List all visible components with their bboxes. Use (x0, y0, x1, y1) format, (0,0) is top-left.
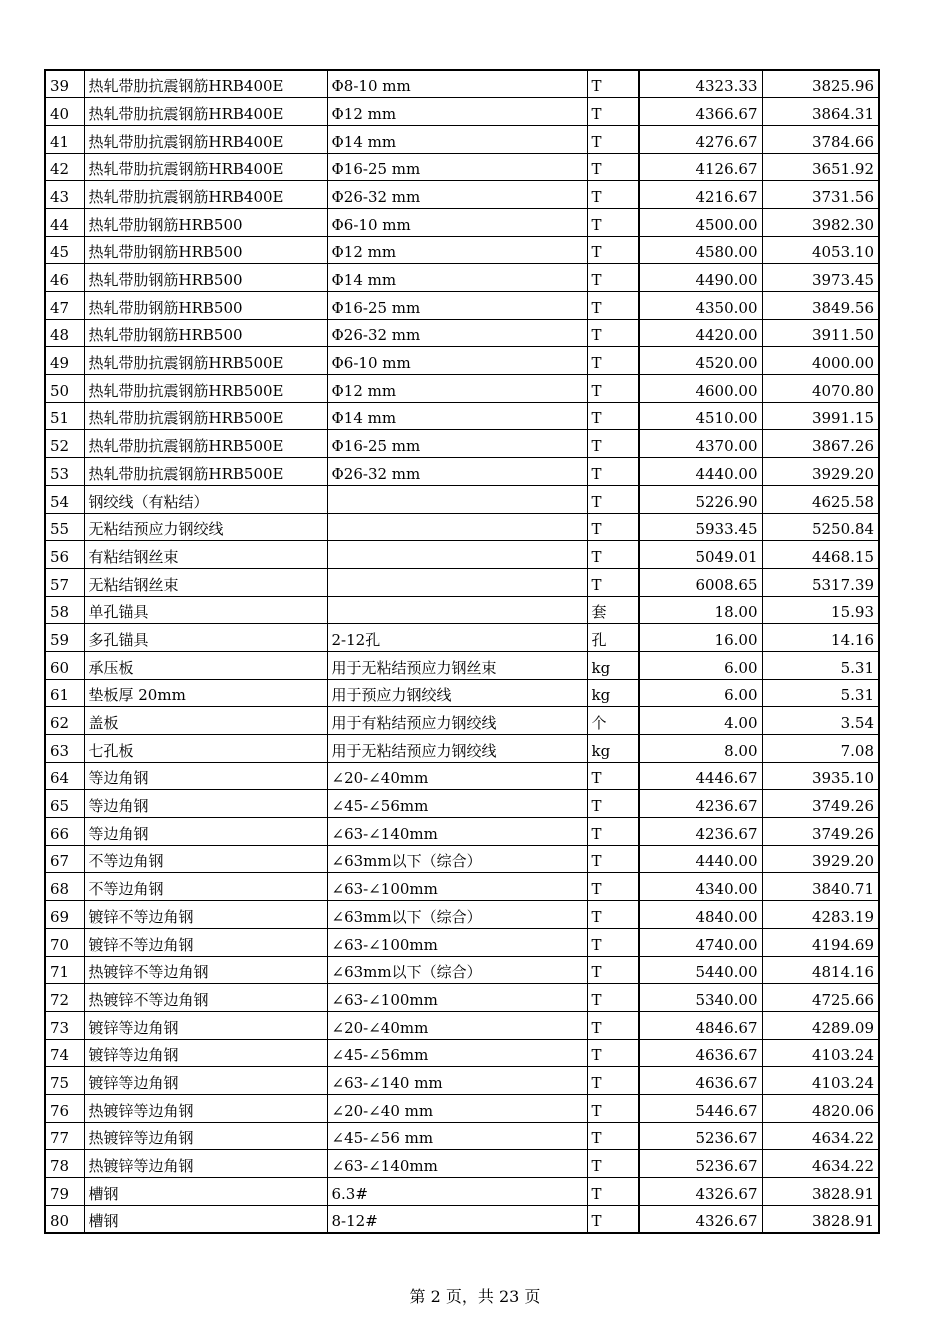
price-without-tax-cell: 3867.26 (762, 430, 879, 458)
material-name-cell: 有粘结钢丝束 (84, 541, 327, 569)
unit-cell: kg (587, 651, 639, 679)
unit-cell: T (587, 790, 639, 818)
material-name-cell: 无粘结钢丝束 (84, 568, 327, 596)
table-row (45, 984, 879, 1012)
table-row (45, 679, 879, 707)
material-name-cell: 热镀锌不等边角钢 (84, 956, 327, 984)
table-row (45, 264, 879, 292)
price-with-tax-cell: 4350.00 (639, 292, 762, 320)
table-row (45, 458, 879, 486)
price-without-tax-cell: 4283.19 (762, 901, 879, 929)
price-without-tax-cell: 4725.66 (762, 984, 879, 1012)
row-number-cell: 54 (45, 485, 84, 513)
row-number-cell: 59 (45, 624, 84, 652)
table-row (45, 735, 879, 763)
material-name-cell: 热轧带肋抗震钢筋HRB500E (84, 402, 327, 430)
price-without-tax-cell: 3784.66 (762, 125, 879, 153)
material-name-cell: 镀锌不等边角钢 (84, 928, 327, 956)
unit-cell: T (587, 901, 639, 929)
specification-cell: ∠63-∠100mm (327, 984, 587, 1012)
row-number-cell: 55 (45, 513, 84, 541)
price-without-tax-cell: 4820.06 (762, 1094, 879, 1122)
price-with-tax-cell: 4846.67 (639, 1011, 762, 1039)
specification-cell: ∠63-∠140mm (327, 1150, 587, 1178)
unit-cell: T (587, 956, 639, 984)
row-number-cell: 68 (45, 873, 84, 901)
unit-cell: T (587, 984, 639, 1012)
specification-cell: ∠20-∠40mm (327, 1011, 587, 1039)
row-number-cell: 73 (45, 1011, 84, 1039)
specification-cell: 用于无粘结预应力钢绞线 (327, 735, 587, 763)
price-with-tax-cell: 4440.00 (639, 458, 762, 486)
specification-cell (327, 568, 587, 596)
row-number-cell: 49 (45, 347, 84, 375)
price-without-tax-cell: 4634.22 (762, 1150, 879, 1178)
material-name-cell: 钢绞线（有粘结） (84, 485, 327, 513)
specification-cell: ∠63-∠100mm (327, 873, 587, 901)
row-number-cell: 61 (45, 679, 84, 707)
price-with-tax-cell: 4840.00 (639, 901, 762, 929)
row-number-cell: 80 (45, 1205, 84, 1233)
specification-cell: Φ26-32 mm (327, 319, 587, 347)
row-number-cell: 52 (45, 430, 84, 458)
table-row (45, 375, 879, 403)
row-number-cell: 75 (45, 1067, 84, 1095)
specification-cell: 8-12# (327, 1205, 587, 1233)
specification-cell: Φ16-25 mm (327, 430, 587, 458)
price-without-tax-cell: 3828.91 (762, 1205, 879, 1233)
price-without-tax-cell: 3749.26 (762, 790, 879, 818)
specification-cell: ∠20-∠40mm (327, 762, 587, 790)
price-without-tax-cell: 3828.91 (762, 1178, 879, 1206)
unit-cell: T (587, 208, 639, 236)
row-number-cell: 66 (45, 818, 84, 846)
unit-cell: T (587, 402, 639, 430)
unit-cell: T (587, 845, 639, 873)
price-without-tax-cell: 3929.20 (762, 458, 879, 486)
row-number-cell: 48 (45, 319, 84, 347)
specification-cell: 2-12孔 (327, 624, 587, 652)
specification-cell: Φ26-32 mm (327, 458, 587, 486)
unit-cell: T (587, 1150, 639, 1178)
unit-cell: T (587, 928, 639, 956)
row-number-cell: 62 (45, 707, 84, 735)
price-without-tax-cell: 3.54 (762, 707, 879, 735)
material-name-cell: 槽钢 (84, 1205, 327, 1233)
row-number-cell: 43 (45, 181, 84, 209)
unit-cell: T (587, 236, 639, 264)
price-without-tax-cell: 4289.09 (762, 1011, 879, 1039)
price-with-tax-cell: 6.00 (639, 651, 762, 679)
row-number-cell: 56 (45, 541, 84, 569)
unit-cell: 个 (587, 707, 639, 735)
price-without-tax-cell: 3864.31 (762, 98, 879, 126)
price-with-tax-cell: 4.00 (639, 707, 762, 735)
table-row (45, 845, 879, 873)
specification-cell (327, 513, 587, 541)
price-with-tax-cell: 5226.90 (639, 485, 762, 513)
table-row (45, 208, 879, 236)
price-with-tax-cell: 5933.45 (639, 513, 762, 541)
specification-cell: ∠63-∠100mm (327, 928, 587, 956)
specification-cell: ∠63-∠140 mm (327, 1067, 587, 1095)
row-number-cell: 74 (45, 1039, 84, 1067)
unit-cell: T (587, 1011, 639, 1039)
price-without-tax-cell: 3982.30 (762, 208, 879, 236)
price-with-tax-cell: 4216.67 (639, 181, 762, 209)
price-without-tax-cell: 3991.15 (762, 402, 879, 430)
price-without-tax-cell: 3929.20 (762, 845, 879, 873)
price-with-tax-cell: 5440.00 (639, 956, 762, 984)
specification-cell: ∠45-∠56mm (327, 790, 587, 818)
table-row (45, 568, 879, 596)
price-without-tax-cell: 5.31 (762, 679, 879, 707)
price-with-tax-cell: 6.00 (639, 679, 762, 707)
row-number-cell: 50 (45, 375, 84, 403)
material-name-cell: 承压板 (84, 651, 327, 679)
row-number-cell: 51 (45, 402, 84, 430)
table-row (45, 818, 879, 846)
table-row (45, 1067, 879, 1095)
unit-cell: T (587, 1067, 639, 1095)
price-with-tax-cell: 4126.67 (639, 153, 762, 181)
price-with-tax-cell: 4636.67 (639, 1039, 762, 1067)
row-number-cell: 45 (45, 236, 84, 264)
row-number-cell: 65 (45, 790, 84, 818)
price-with-tax-cell: 5049.01 (639, 541, 762, 569)
price-with-tax-cell: 4440.00 (639, 845, 762, 873)
price-with-tax-cell: 4236.67 (639, 790, 762, 818)
price-without-tax-cell: 4103.24 (762, 1067, 879, 1095)
row-number-cell: 64 (45, 762, 84, 790)
material-name-cell: 热轧带肋钢筋HRB500 (84, 319, 327, 347)
material-name-cell: 不等边角钢 (84, 873, 327, 901)
specification-cell: ∠45-∠56 mm (327, 1122, 587, 1150)
table-row (45, 541, 879, 569)
row-number-cell: 42 (45, 153, 84, 181)
unit-cell: T (587, 319, 639, 347)
price-without-tax-cell: 4000.00 (762, 347, 879, 375)
price-without-tax-cell: 4625.58 (762, 485, 879, 513)
table-row (45, 1205, 879, 1233)
unit-cell: T (587, 347, 639, 375)
table-row (45, 153, 879, 181)
specification-cell: ∠20-∠40 mm (327, 1094, 587, 1122)
specification-cell: ∠63mm以下（综合） (327, 845, 587, 873)
table-row (45, 762, 879, 790)
material-name-cell: 热轧带肋钢筋HRB500 (84, 264, 327, 292)
unit-cell: T (587, 1122, 639, 1150)
price-without-tax-cell: 5.31 (762, 651, 879, 679)
price-table (44, 69, 880, 1234)
row-number-cell: 67 (45, 845, 84, 873)
price-without-tax-cell: 5250.84 (762, 513, 879, 541)
specification-cell: 6.3# (327, 1178, 587, 1206)
unit-cell: T (587, 1039, 639, 1067)
row-number-cell: 77 (45, 1122, 84, 1150)
table-row (45, 901, 879, 929)
table-row (45, 181, 879, 209)
specification-cell: ∠63-∠140mm (327, 818, 587, 846)
unit-cell: T (587, 70, 639, 98)
table-row (45, 347, 879, 375)
specification-cell: 用于预应力钢绞线 (327, 679, 587, 707)
material-name-cell: 热轧带肋钢筋HRB500 (84, 236, 327, 264)
price-with-tax-cell: 8.00 (639, 735, 762, 763)
table-row (45, 1178, 879, 1206)
specification-cell: ∠45-∠56mm (327, 1039, 587, 1067)
row-number-cell: 46 (45, 264, 84, 292)
table-row (45, 928, 879, 956)
price-with-tax-cell: 5446.67 (639, 1094, 762, 1122)
unit-cell: 孔 (587, 624, 639, 652)
table-row (45, 790, 879, 818)
unit-cell: T (587, 375, 639, 403)
material-name-cell: 热轧带肋抗震钢筋HRB400E (84, 98, 327, 126)
unit-cell: kg (587, 679, 639, 707)
price-without-tax-cell: 3651.92 (762, 153, 879, 181)
table-row (45, 596, 879, 624)
price-with-tax-cell: 18.00 (639, 596, 762, 624)
price-without-tax-cell: 4634.22 (762, 1122, 879, 1150)
row-number-cell: 78 (45, 1150, 84, 1178)
table-row (45, 70, 879, 98)
price-without-tax-cell: 3731.56 (762, 181, 879, 209)
specification-cell: Φ14 mm (327, 402, 587, 430)
specification-cell: 用于有粘结预应力钢绞线 (327, 707, 587, 735)
row-number-cell: 60 (45, 651, 84, 679)
price-without-tax-cell: 3749.26 (762, 818, 879, 846)
material-name-cell: 热镀锌等边角钢 (84, 1150, 327, 1178)
material-name-cell: 热轧带肋抗震钢筋HRB400E (84, 181, 327, 209)
material-name-cell: 热轧带肋抗震钢筋HRB400E (84, 70, 327, 98)
price-with-tax-cell: 6008.65 (639, 568, 762, 596)
material-name-cell: 镀锌不等边角钢 (84, 901, 327, 929)
unit-cell: T (587, 485, 639, 513)
table-row (45, 1122, 879, 1150)
unit-cell: T (587, 513, 639, 541)
price-with-tax-cell: 4580.00 (639, 236, 762, 264)
unit-cell: T (587, 568, 639, 596)
table-row (45, 292, 879, 320)
material-name-cell: 热轧带肋抗震钢筋HRB400E (84, 153, 327, 181)
page-footer: 第 2 页，共 23 页 (409, 1287, 541, 1306)
material-name-cell: 热轧带肋钢筋HRB500 (84, 208, 327, 236)
material-name-cell: 等边角钢 (84, 762, 327, 790)
specification-cell: Φ12 mm (327, 236, 587, 264)
unit-cell: T (587, 264, 639, 292)
table-row (45, 707, 879, 735)
material-name-cell: 槽钢 (84, 1178, 327, 1206)
row-number-cell: 40 (45, 98, 84, 126)
price-without-tax-cell: 5317.39 (762, 568, 879, 596)
table-row (45, 402, 879, 430)
unit-cell: T (587, 818, 639, 846)
specification-cell (327, 485, 587, 513)
specification-cell: Φ6-10 mm (327, 208, 587, 236)
row-number-cell: 47 (45, 292, 84, 320)
unit-cell: T (587, 1205, 639, 1233)
table-row (45, 873, 879, 901)
unit-cell: T (587, 125, 639, 153)
price-without-tax-cell: 3825.96 (762, 70, 879, 98)
price-with-tax-cell: 4326.67 (639, 1205, 762, 1233)
row-number-cell: 79 (45, 1178, 84, 1206)
price-with-tax-cell: 4326.67 (639, 1178, 762, 1206)
price-with-tax-cell: 4366.67 (639, 98, 762, 126)
price-without-tax-cell: 3849.56 (762, 292, 879, 320)
table-row (45, 236, 879, 264)
price-with-tax-cell: 4236.67 (639, 818, 762, 846)
material-name-cell: 镀锌等边角钢 (84, 1067, 327, 1095)
unit-cell: 套 (587, 596, 639, 624)
unit-cell: T (587, 153, 639, 181)
price-with-tax-cell: 5236.67 (639, 1122, 762, 1150)
material-name-cell: 热轧带肋钢筋HRB500 (84, 292, 327, 320)
table-row (45, 485, 879, 513)
row-number-cell: 39 (45, 70, 84, 98)
table-row (45, 1011, 879, 1039)
price-with-tax-cell: 16.00 (639, 624, 762, 652)
material-name-cell: 热轧带肋抗震钢筋HRB500E (84, 347, 327, 375)
material-name-cell: 热轧带肋抗震钢筋HRB500E (84, 430, 327, 458)
price-with-tax-cell: 4420.00 (639, 319, 762, 347)
price-with-tax-cell: 4340.00 (639, 873, 762, 901)
row-number-cell: 57 (45, 568, 84, 596)
price-without-tax-cell: 4814.16 (762, 956, 879, 984)
material-name-cell: 热轧带肋抗震钢筋HRB400E (84, 125, 327, 153)
price-table-body (45, 70, 879, 1233)
specification-cell: Φ16-25 mm (327, 292, 587, 320)
specification-cell: Φ12 mm (327, 375, 587, 403)
price-with-tax-cell: 4500.00 (639, 208, 762, 236)
specification-cell: Φ14 mm (327, 125, 587, 153)
unit-cell: T (587, 1094, 639, 1122)
material-name-cell: 无粘结预应力钢绞线 (84, 513, 327, 541)
price-without-tax-cell: 15.93 (762, 596, 879, 624)
price-without-tax-cell: 4468.15 (762, 541, 879, 569)
price-with-tax-cell: 4636.67 (639, 1067, 762, 1095)
material-name-cell: 不等边角钢 (84, 845, 327, 873)
specification-cell: Φ26-32 mm (327, 181, 587, 209)
unit-cell: T (587, 430, 639, 458)
material-name-cell: 多孔锚具 (84, 624, 327, 652)
price-with-tax-cell: 4276.67 (639, 125, 762, 153)
price-with-tax-cell: 4323.33 (639, 70, 762, 98)
price-without-tax-cell: 3935.10 (762, 762, 879, 790)
specification-cell: 用于无粘结预应力钢丝束 (327, 651, 587, 679)
table-row (45, 651, 879, 679)
price-without-tax-cell: 4070.80 (762, 375, 879, 403)
price-with-tax-cell: 4490.00 (639, 264, 762, 292)
material-name-cell: 热镀锌等边角钢 (84, 1094, 327, 1122)
specification-cell (327, 541, 587, 569)
table-row (45, 98, 879, 126)
specification-cell: Φ6-10 mm (327, 347, 587, 375)
price-with-tax-cell: 4740.00 (639, 928, 762, 956)
price-with-tax-cell: 4446.67 (639, 762, 762, 790)
table-row (45, 319, 879, 347)
price-without-tax-cell: 4053.10 (762, 236, 879, 264)
table-row (45, 1039, 879, 1067)
specification-cell: Φ16-25 mm (327, 153, 587, 181)
price-with-tax-cell: 5236.67 (639, 1150, 762, 1178)
material-name-cell: 镀锌等边角钢 (84, 1011, 327, 1039)
price-without-tax-cell: 4194.69 (762, 928, 879, 956)
price-with-tax-cell: 4510.00 (639, 402, 762, 430)
row-number-cell: 63 (45, 735, 84, 763)
material-name-cell: 热轧带肋抗震钢筋HRB500E (84, 458, 327, 486)
table-row (45, 624, 879, 652)
unit-cell: T (587, 541, 639, 569)
unit-cell: T (587, 1178, 639, 1206)
price-without-tax-cell: 3911.50 (762, 319, 879, 347)
specification-cell: Φ12 mm (327, 98, 587, 126)
material-name-cell: 单孔锚具 (84, 596, 327, 624)
price-without-tax-cell: 3973.45 (762, 264, 879, 292)
row-number-cell: 69 (45, 901, 84, 929)
row-number-cell: 70 (45, 928, 84, 956)
specification-cell: Φ14 mm (327, 264, 587, 292)
specification-cell: ∠63mm以下（综合） (327, 901, 587, 929)
unit-cell: T (587, 762, 639, 790)
unit-cell: T (587, 292, 639, 320)
material-name-cell: 盖板 (84, 707, 327, 735)
row-number-cell: 72 (45, 984, 84, 1012)
price-without-tax-cell: 14.16 (762, 624, 879, 652)
material-name-cell: 等边角钢 (84, 790, 327, 818)
unit-cell: T (587, 181, 639, 209)
unit-cell: T (587, 458, 639, 486)
row-number-cell: 41 (45, 125, 84, 153)
table-row (45, 513, 879, 541)
price-without-tax-cell: 4103.24 (762, 1039, 879, 1067)
material-name-cell: 等边角钢 (84, 818, 327, 846)
unit-cell: T (587, 98, 639, 126)
material-name-cell: 热轧带肋抗震钢筋HRB500E (84, 375, 327, 403)
unit-cell: kg (587, 735, 639, 763)
table-row (45, 430, 879, 458)
table-row (45, 125, 879, 153)
material-name-cell: 七孔板 (84, 735, 327, 763)
material-name-cell: 镀锌等边角钢 (84, 1039, 327, 1067)
table-row (45, 1094, 879, 1122)
price-with-tax-cell: 4600.00 (639, 375, 762, 403)
price-with-tax-cell: 5340.00 (639, 984, 762, 1012)
row-number-cell: 76 (45, 1094, 84, 1122)
row-number-cell: 44 (45, 208, 84, 236)
material-name-cell: 垫板厚 20mm (84, 679, 327, 707)
specification-cell: ∠63mm以下（综合） (327, 956, 587, 984)
row-number-cell: 71 (45, 956, 84, 984)
specification-cell: Φ8-10 mm (327, 70, 587, 98)
price-with-tax-cell: 4520.00 (639, 347, 762, 375)
specification-cell (327, 596, 587, 624)
price-without-tax-cell: 7.08 (762, 735, 879, 763)
table-row (45, 956, 879, 984)
row-number-cell: 53 (45, 458, 84, 486)
price-without-tax-cell: 3840.71 (762, 873, 879, 901)
material-name-cell: 热镀锌不等边角钢 (84, 984, 327, 1012)
row-number-cell: 58 (45, 596, 84, 624)
table-row (45, 1150, 879, 1178)
unit-cell: T (587, 873, 639, 901)
price-with-tax-cell: 4370.00 (639, 430, 762, 458)
material-name-cell: 热镀锌等边角钢 (84, 1122, 327, 1150)
